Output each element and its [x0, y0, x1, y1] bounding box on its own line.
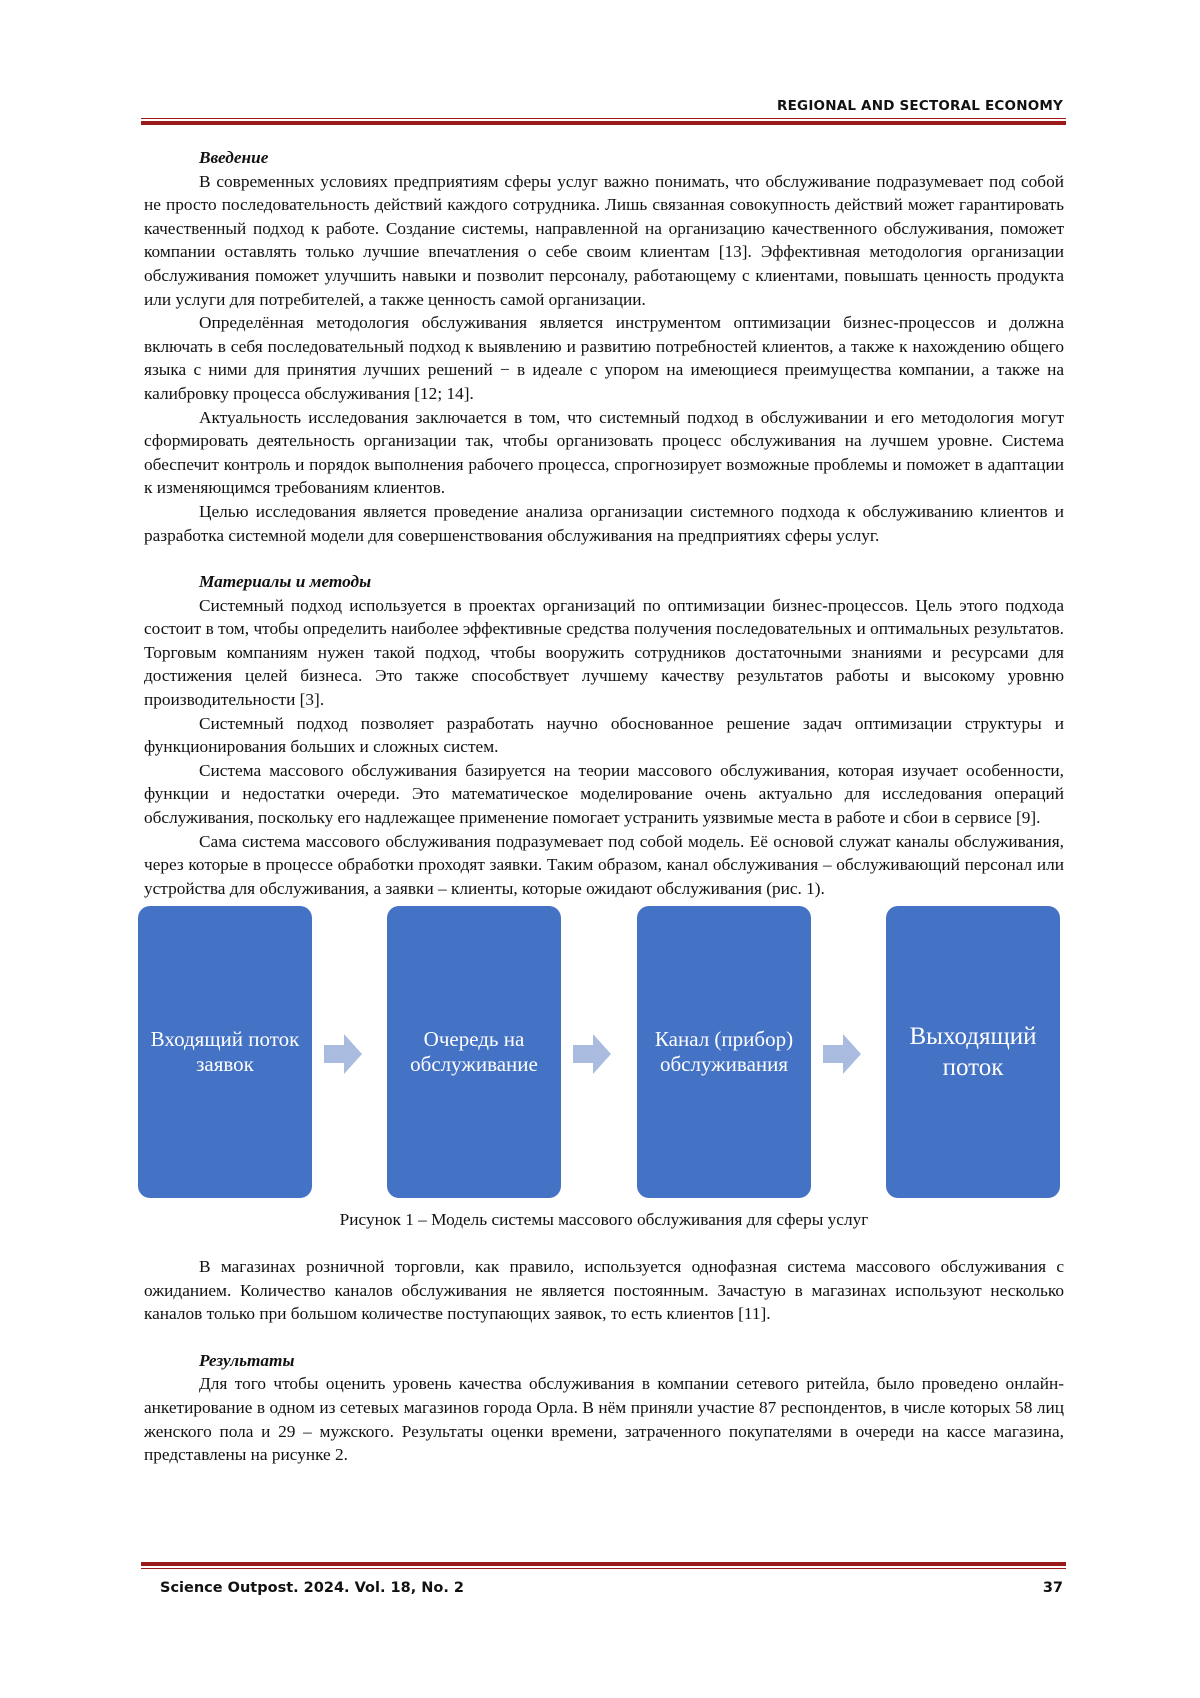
- arrow-right-icon: [324, 1034, 362, 1074]
- paragraph: Сама система массового обслуживания подразумевает под собой модель. Её основой служат каналы обслуживания, через которые в процессе обработки проходят заявки. Таким образом, канал обслуживания – обслуживающий персонал или устройства для обслуживания, а заявки – клиенты, которые ожидают обслуживания (рис. 1).: [144, 831, 1064, 898]
- outgoing-flow-box: Выходящий поток: [886, 906, 1060, 1198]
- arrow-right-icon: [573, 1034, 611, 1074]
- article-body: [144, 146, 1064, 1467]
- service-channel-box: Канал (прибор) обслуживания: [637, 906, 811, 1198]
- paragraph: В магазинах розничной торговли, как правило, используется однофазная система массового обслуживания с ожиданием. Количество каналов обслуживания не является постоянным. Зачастую в магазинах используют несколько каналов только при большом количестве поступающих заявок, то есть клиентов [11].: [144, 1257, 1064, 1324]
- paragraph: Определённая методология обслуживания является инструментом оптимизации бизнес-процессов и должна включать в себя последовательный подход к выявлению и развитию потребностей клиентов, а также к нахождению общего языка с ними для принятия лучших решений − в идеале с упором на имеющиеся преимущества компании, а также на калибровку процесса обслуживания [12; 14].: [144, 313, 1064, 403]
- figure-caption: Рисунок 1 – Модель системы массового обслуживания для сферы услуг: [339, 1210, 869, 1230]
- paragraph: Актуальность исследования заключается в том, что системный подход в обслуживании и его методология могут сформировать деятельность организации так, чтобы организовать процесс обслуживания на лучшем уровне. Система обеспечит контроль и порядок выполнения рабочего процесса, спрогнозирует возможные проблемы и поможет в адаптации к изменяющимся требованиям клиентов.: [144, 407, 1064, 498]
- paragraph: Для того чтобы оценить уровень качества обслуживания в компании сетевого ритейла, было проведено онлайн-анкетирование в одном из сетевых магазинов города Орла. В нём приняли участие 87 респондентов, в числе которых 58 лиц женского пола и 29 – мужского. Результаты оценки времени, затраченного покупателями в очереди на кассе магазина, представлены на рисунке 2.: [144, 1374, 1064, 1465]
- header-rule: [141, 118, 1066, 125]
- incoming-flow-box: Входящий поток заявок: [138, 906, 312, 1198]
- journal-citation: Science Outpost. 2024. Vol. 18, No. 2: [160, 1580, 464, 1596]
- journal-section-title: REGIONAL AND SECTORAL ECONOMY: [777, 98, 1063, 114]
- paragraph: Системный подход позволяет разработать научно обоснованное решение задач оптимизации структуры и функционирования больших и сложных систем.: [144, 713, 1064, 757]
- methods-heading: Материалы и методы: [199, 572, 372, 592]
- queue-box: Очередь на обслуживание: [387, 906, 561, 1198]
- paragraph: В современных условиях предприятиям сферы услуг важно понимать, что обслуживание подразумевает под собой не просто последовательность действий каждого сотрудника. Лишь связанная совокупность действий может гарантировать качественный подход к работе. Создание системы, направленной на организацию качественного обслуживания, поможет компании оставлять только лучшие впечатления о себе своим клиентам [13]. Эффективная методология организации обслуживания поможет улучшить навыки и позволит персоналу, работающему с клиентами, повышать ценность продукта или услуги для потребителей, а также ценность самой организации.: [144, 171, 1064, 309]
- paragraph: Системный подход используется в проектах организаций по оптимизации бизнес-процессов. Цель этого подхода состоит в том, чтобы определить наиболее эффективные средства получения последовательных и оптимальных результатов. Торговым компаниям нужен такой подход, чтобы вооружить сотрудников достаточными знаниями и ресурсами для достижения целей бизнеса. Это также способствует лучшему качеству результатов работы и высокому уровню производительности [3].: [144, 595, 1064, 710]
- footer-rule: [141, 1562, 1066, 1569]
- queue-model-diagram: [144, 906, 1064, 1206]
- intro-heading: Введение: [199, 148, 269, 167]
- results-heading: Результаты: [199, 1350, 295, 1370]
- paragraph: Целью исследования является проведение анализа организации системного подхода к обслуживанию клиентов и разработка системной модели для совершенствования обслуживания на предприятиях сферы услуг.: [144, 501, 1064, 545]
- arrow-right-icon: [823, 1034, 861, 1074]
- paragraph: Система массового обслуживания базируется на теории массового обслуживания, которая изучает особенности, функции и недостатки очереди. Это математическое моделирование очень актуально для исследования операций обслуживания, поскольку его надлежащее применение помогает устранить уязвимые места в работе и сбои в сервисе [9].: [144, 760, 1064, 828]
- page-number: 37: [1042, 1580, 1063, 1596]
